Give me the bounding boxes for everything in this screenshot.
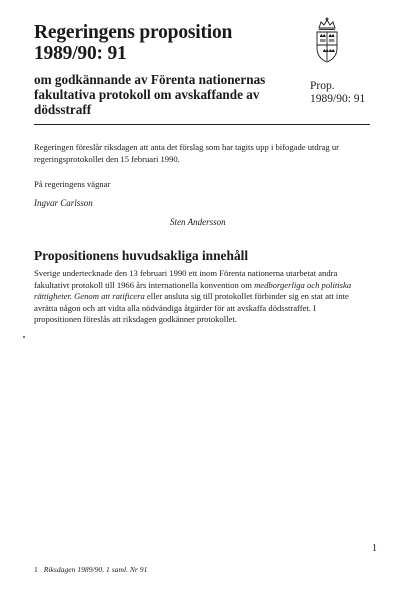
footer-number: 1 (34, 565, 38, 574)
title-line-1: Regeringens proposition (34, 22, 233, 43)
document-subtitle: om godkännande av Förenta nationernas fakultativa protokoll om avskaffande av dödsstraff (34, 72, 266, 117)
signoff-line: På regeringens vägnar (34, 179, 111, 189)
prop-label: Prop. (310, 80, 335, 92)
margin-mark (23, 336, 25, 338)
header-divider (34, 124, 370, 125)
summary-text-2: eller ansluta sig till protokollet förbinder sig en stat att inte avrätta någon och att vidta alla nödvändiga åtgärder för att avskaffa dödsstraffet. I propositionen föreslås att riksdagen godkänner protokollet. (34, 291, 349, 325)
summary-paragraph (34, 268, 356, 326)
summary-text-1: Sverige undertecknade den 13 februari 1990 ett inom Förenta nationerna utarbetat andra fakultativt protokoll till 1966 års internationella konvention om (34, 268, 338, 290)
footer (34, 565, 147, 574)
title-line-2: 1989/90: 91 (34, 43, 127, 64)
section-heading: Propositionens huvudsakliga innehåll (34, 248, 249, 263)
footer-source: Riksdagen 1989/90. 1 saml. Nr 91 (43, 565, 148, 574)
intro-paragraph: Regeringen föreslår riksdagen att anta det förslag som har tagits upp i bifogade utdrag ur regeringsprotokollet den 15 februari 1990. (34, 142, 339, 164)
document-title (34, 22, 284, 64)
summary-text-italic: medborgerliga och politiska rättigheter. Genom att ratificera (34, 279, 352, 302)
prop-number: 1989/90: 91 (310, 93, 366, 105)
signatory-foreign-minister: Sten Andersson (170, 217, 226, 227)
swedish-crown-crest-icon (310, 16, 344, 64)
signatory-prime-minister: Ingvar Carlsson (34, 198, 93, 208)
proposition-reference (310, 80, 390, 106)
page-number: 1 (372, 543, 377, 554)
